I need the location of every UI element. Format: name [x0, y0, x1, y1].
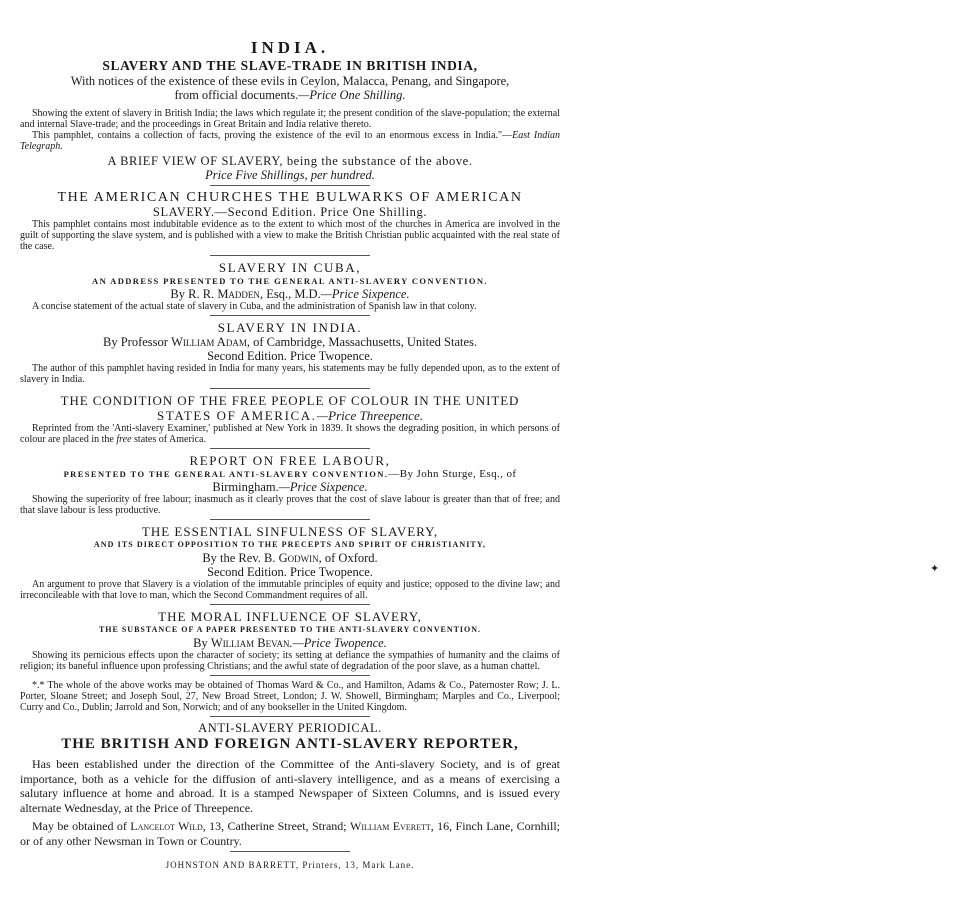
slavery-india-edition: Second Edition. Price Twopence. [207, 349, 373, 363]
divider [210, 255, 370, 256]
divider [210, 519, 370, 520]
labour-price: —Price Sixpence. [278, 480, 368, 494]
periodical-title: THE BRITISH AND FOREIGN ANTI-SLAVERY REPORTER, [61, 736, 519, 752]
obtain-rest: , 16, Finch Lane, Cornhill; or of any other Newsman in Town or Country. [20, 819, 560, 848]
divider [210, 388, 370, 389]
labour-by: —By John Sturge, Esq., of [388, 468, 517, 480]
labour-place-line [20, 480, 560, 494]
printer-line: JOHNSTON AND BARRETT, Printers, 13, Mark Lane. [165, 860, 415, 870]
churches-title: THE AMERICAN CHURCHES THE BULWARKS OF AMERICAN [57, 190, 523, 205]
india-subheading: With notices of the existence of these evils in Ceylon, Malacca, Penang, and Singapore, [70, 74, 510, 88]
colour-title-2 [20, 408, 560, 423]
cuba-author: Madden [217, 287, 260, 301]
india-quote-source: East Indian Telegraph. [20, 130, 560, 152]
moral-price: .—Price Twopence. [289, 636, 387, 650]
labour-section [20, 453, 560, 516]
moral-byline [20, 636, 560, 650]
cuba-price: —Price Sixpence. [320, 287, 410, 301]
page-title: INDIA. [250, 38, 330, 57]
sinfulness-by-rest: , of Oxford. [318, 551, 378, 565]
brief-view-title: A BRIEF VIEW OF SLAVERY, being the substance of the above. [107, 154, 473, 168]
colour-description [20, 423, 560, 445]
labour-place: Birmingham. [212, 480, 279, 494]
availability-notice: *.* The whole of the above works may be obtained of Thomas Ward & Co., and Hamilton, Adams & Co., Paternoster Row; J. L. Porter, Sloane Street; and Joseph Soul, 27, New Broad Street, London; J. W. Showell, Birmingham; Marples and Co., Liverpool; Curry and Co., Dublin; Jarrold and Son, Norwich; and of any bookseller in the United Kingdom. [20, 680, 560, 713]
india-source: from official documents. [174, 88, 299, 102]
slavery-india-by-rest: , of Cambridge, Massachusetts, United States. [246, 335, 477, 349]
sinfulness-edition: Second Edition. Price Twopence. [207, 565, 373, 579]
brief-view-price: Price Five Shillings, per hundred. [205, 168, 375, 182]
slavery-india-byline [20, 335, 560, 349]
sinfulness-caps: AND ITS DIRECT OPPOSITION TO THE PRECEPTS AND SPIRIT OF CHRISTIANITY, [93, 540, 487, 549]
colour-states: STATES OF AMERICA. [157, 408, 317, 423]
cuba-by: By R. R. [170, 287, 218, 301]
churches-section [20, 190, 560, 252]
colour-desc-free: free [116, 434, 132, 445]
cuba-section [20, 260, 560, 312]
divider [210, 675, 370, 676]
sinfulness-section [20, 524, 560, 601]
moral-caps: THE SUBSTANCE OF A PAPER PRESENTED TO THE ANTI-SLAVERY CONVENTION. [98, 625, 482, 634]
advertisement-page [20, 38, 560, 879]
cuba-description: A concise statement of the actual state of slavery in Cuba, and the administration of Spanish law in that colony. [32, 301, 477, 312]
colour-title: THE CONDITION OF THE FREE PEOPLE OF COLOUR IN THE UNITED [60, 393, 520, 408]
cuba-caps: AN ADDRESS PRESENTED TO THE GENERAL ANTI-SLAVERY CONVENTION. [92, 276, 488, 286]
divider [210, 716, 370, 717]
slavery-india-by: By Professor [103, 335, 172, 349]
labour-byline [20, 468, 560, 480]
india-quote-text: This pamphlet, contains a collection of facts, proving the existence of the evil to an enormous excess in India."— [32, 130, 513, 141]
obtain-name-2: William Everett [350, 819, 431, 833]
cuba-by-rest: , Esq., M.D. [259, 287, 321, 301]
slavery-india-description: The author of this pamphlet having resided in India for many years, his statements may be fully depended upon, as to the extent of slavery in India. [20, 363, 560, 385]
periodical-obtain [20, 819, 560, 848]
moral-description: Showing its pernicious effects upon the character of society; its setting at defiance the sympathies of humanity and the claims of religion; its baneful influence upon professing Christians; and the awful state of degradation of the poor slave, as a human chattel. [20, 650, 560, 672]
colour-desc-a: Reprinted from the 'Anti-slavery Examiner,' published at New York in 1839. It shows the degrading position, in which persons of colour are placed in the [20, 423, 560, 445]
sinfulness-author: Godwin [278, 551, 319, 565]
india-description: Showing the extent of slavery in British India; the laws which regulate it; the present condition of the slave-population; the external and internal Slave-trade; and the proceedings in Great Britain and India relative thereto. [20, 108, 560, 130]
india-heading: SLAVERY AND THE SLAVE-TRADE IN BRITISH INDIA, [102, 58, 478, 73]
slavery-india-section [20, 320, 560, 385]
colour-section [20, 393, 560, 445]
periodical-description: Has been established under the direction of the Committee of the Anti-slavery Society, and is of great importance, both as a vehicle for the diffusion of anti-slavery intelligence, and as a means of exercising a salutary influence at home and abroad. It is a stamped Newspaper of Sixteen Columns, and is issued every alternate Wednesday, at the Price of Threepence. [20, 757, 560, 815]
colour-price: —Price Threepence. [316, 408, 423, 423]
periodical-section [20, 721, 560, 848]
churches-description: This pamphlet contains most indubitable evidence as to the extent to which most of the churches in America are involved in the guilt of supporting the slave system, and is published with a view to make the British Christian public acquainted with the real state of the case. [20, 219, 560, 252]
cuba-title: SLAVERY IN CUBA, [218, 260, 362, 275]
divider [230, 851, 350, 852]
obtain-prefix: May be obtained of [32, 819, 131, 833]
divider [210, 604, 370, 605]
sinfulness-title: THE ESSENTIAL SINFULNESS OF SLAVERY, [141, 524, 439, 539]
obtain-name-1: Lancelot Wild [130, 819, 203, 833]
india-section [20, 38, 560, 182]
india-source-line [20, 88, 560, 102]
colour-desc-b: states of America. [131, 434, 206, 445]
labour-title: REPORT ON FREE LABOUR, [189, 453, 391, 468]
churches-title-2: SLAVERY.—Second Edition. Price One Shilling. [152, 205, 428, 219]
obtain-mid: , 13, Catherine Street, Strand; [202, 819, 351, 833]
moral-by: By [193, 636, 211, 650]
moral-title: THE MORAL INFLUENCE OF SLAVERY, [158, 609, 422, 624]
india-price: —Price One Shilling. [298, 88, 406, 102]
slavery-india-author: William Adam [171, 335, 247, 349]
sinfulness-byline [20, 551, 560, 565]
periodical-label: ANTI-SLAVERY PERIODICAL. [198, 721, 382, 735]
moral-author: William Bevan [210, 636, 290, 650]
sinfulness-by: By the Rev. B. [202, 551, 279, 565]
india-quote [20, 130, 560, 152]
divider [210, 185, 370, 186]
sinfulness-description: An argument to prove that Slavery is a violation of the immutable principles of equity and justice; opposed to the divine law; and irreconcileable with that love to man, which the Second Commandment requires of all. [20, 579, 560, 601]
labour-description: Showing the superiority of free labour; inasmuch as it clearly proves that the cost of slave labour is greater than that of free; and that slave labour is less productive. [20, 494, 560, 516]
labour-caps: PRESENTED TO THE GENERAL ANTI-SLAVERY CONVENTION. [63, 469, 389, 479]
moral-section [20, 609, 560, 672]
divider [210, 448, 370, 449]
slavery-india-title: SLAVERY IN INDIA. [217, 320, 363, 335]
cuba-byline [20, 287, 560, 301]
margin-mark: ✦ [930, 562, 940, 575]
divider [210, 315, 370, 316]
